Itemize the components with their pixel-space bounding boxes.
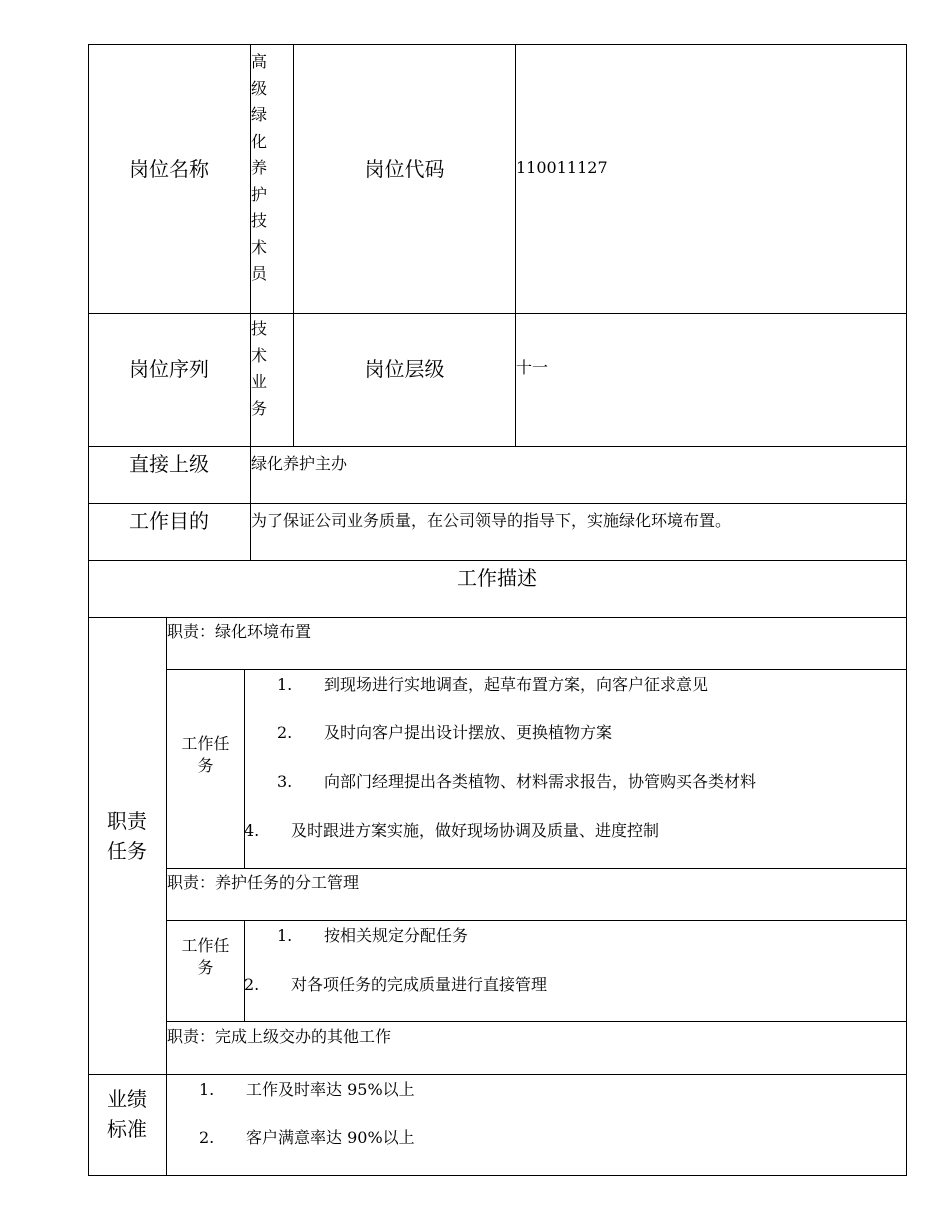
task-text: 及时跟进方案实施，做好现场协调及质量、进度控制 [291, 821, 660, 840]
task-text: 对各项任务的完成质量进行直接管理 [291, 975, 548, 994]
task-text: 及时向客户提出设计摆放、更换植物方案 [324, 723, 613, 742]
task-text: 按相关规定分配任务 [324, 926, 469, 945]
performance-label-line1: 业绩 [107, 1087, 147, 1111]
duty-1-task-3 [277, 771, 756, 793]
post-code-value: 110011127 [516, 158, 608, 177]
duties-label [88, 806, 166, 866]
task-number: 3. [277, 772, 293, 791]
performance-item-1 [199, 1079, 415, 1101]
superior-label: 直接上级 [129, 452, 209, 476]
post-level-value: 十一 [516, 358, 549, 377]
item-number: 2. [199, 1128, 215, 1147]
task-number: 2. [244, 975, 260, 994]
task-number: 1. [277, 675, 293, 694]
duties-label-line2: 任务 [107, 839, 147, 863]
post-name-label: 岗位名称 [129, 157, 209, 181]
duty-1-task-2 [277, 722, 612, 744]
item-text: 工作及时率达 95%以上 [246, 1080, 415, 1099]
item-text: 客户满意率达 90%以上 [246, 1128, 415, 1147]
performance-item-2 [199, 1127, 415, 1149]
duty-3-title: 职责：完成上级交办的其他工作 [167, 1027, 392, 1046]
item-number: 1. [199, 1080, 215, 1099]
superior-value: 绿化养护主办 [251, 454, 348, 473]
duty-1-task-4 [244, 820, 659, 842]
duty-2-task-2 [244, 974, 547, 996]
task-number: 2. [277, 723, 293, 742]
duty-2-task-label: 工作任务 [181, 936, 230, 977]
duty-2-title: 职责：养护任务的分工管理 [167, 873, 360, 892]
post-name-value: 高级绿化养护技术员 [251, 52, 268, 283]
duty-1-task-1 [277, 674, 708, 696]
task-number: 1. [277, 926, 293, 945]
duties-label-line1: 职责 [107, 809, 147, 833]
post-series-label: 岗位序列 [129, 357, 209, 381]
post-series-value: 技术业务 [251, 319, 268, 418]
purpose-label: 工作目的 [129, 509, 209, 533]
task-text: 到现场进行实地调查，起草布置方案，向客户征求意见 [324, 675, 709, 694]
post-level-label: 岗位层级 [364, 357, 445, 381]
duty-1-title: 职责：绿化环境布置 [167, 622, 312, 641]
duty-1-task-label: 工作任务 [181, 734, 230, 775]
purpose-value: 为了保证公司业务质量，在公司领导的指导下，实施绿化环境布置。 [251, 511, 732, 530]
post-code-label: 岗位代码 [364, 157, 445, 181]
task-text: 向部门经理提出各类植物、材料需求报告，协管购买各类材料 [324, 772, 757, 791]
performance-label-line2: 标准 [107, 1117, 147, 1141]
duty-2-task-1 [277, 925, 468, 947]
description-title: 工作描述 [457, 566, 537, 590]
task-number: 4. [244, 821, 260, 840]
performance-label [88, 1084, 166, 1144]
